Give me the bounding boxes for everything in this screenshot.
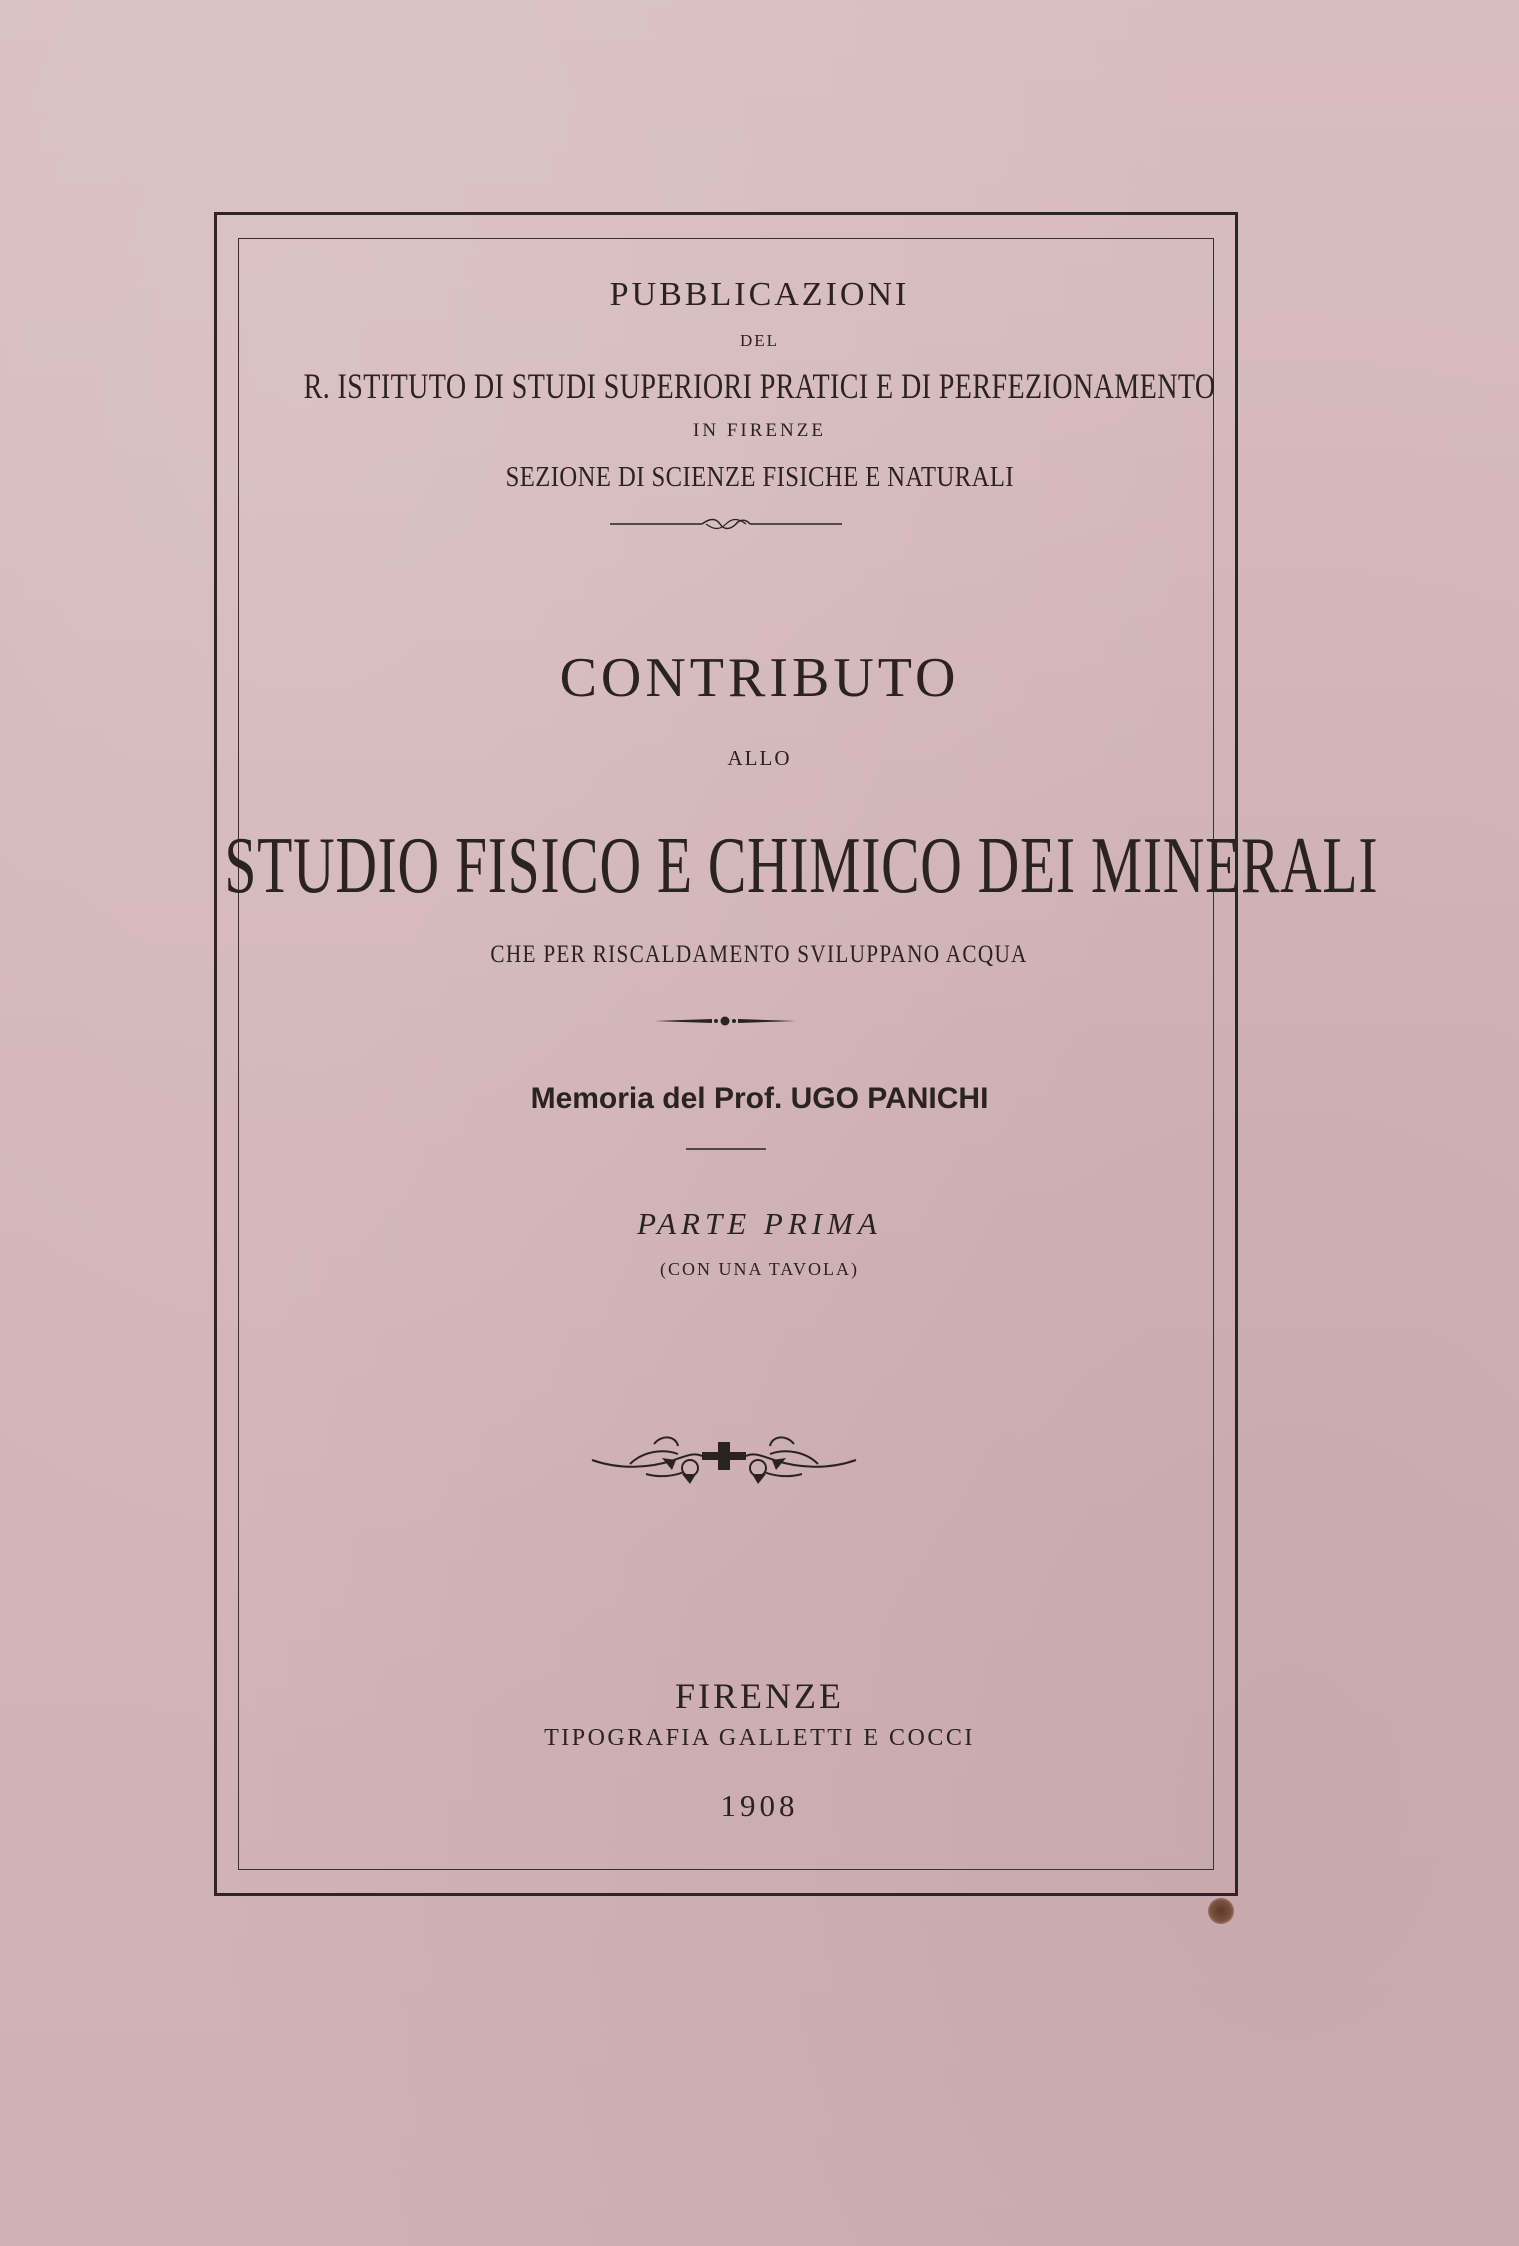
- short-rule: [686, 1147, 766, 1151]
- institute-name-text: R. ISTITUTO DI STUDI SUPERIORI PRATICI E DI PERFEZIONAMENTO: [303, 366, 1216, 406]
- main-title-text: STUDIO FISICO E CHIMICO DEI MINERALI: [224, 822, 1379, 910]
- imprint-printer: TIPOGRAFIA GALLETTI E COCCI: [544, 1725, 975, 1751]
- section-name-text: SEZIONE DI SCIENZE FISICHE E NATURALI: [505, 462, 1014, 493]
- author-line: Memoria del Prof. UGO PANICHI: [530, 1082, 989, 1115]
- imprint-city: FIRENZE: [675, 1676, 844, 1716]
- divider-ornament-middle: [654, 1014, 796, 1028]
- subtitle-text: CHE PER RISCALDAMENTO SVILUPPANO ACQUA: [490, 941, 1029, 968]
- main-title: [0, 822, 1519, 910]
- imprint-year: 1908: [720, 1788, 799, 1823]
- title-contributo: CONTRIBUTO: [559, 647, 960, 709]
- part-note: (CON UNA TAVOLA): [660, 1259, 859, 1279]
- title-allo: ALLO: [727, 746, 792, 770]
- flourish-ornament: [590, 1430, 858, 1488]
- institute-city: IN FIRENZE: [693, 420, 826, 441]
- series-del: DEL: [739, 331, 780, 350]
- institute-name: [0, 368, 1519, 404]
- ink-stain: [1208, 1898, 1234, 1924]
- part-title: PARTE PRIMA: [637, 1206, 882, 1241]
- section-name: [0, 464, 1519, 492]
- series-title: PUBBLICAZIONI: [609, 276, 910, 313]
- divider-ornament-top: [610, 516, 842, 532]
- subtitle: [0, 942, 1519, 967]
